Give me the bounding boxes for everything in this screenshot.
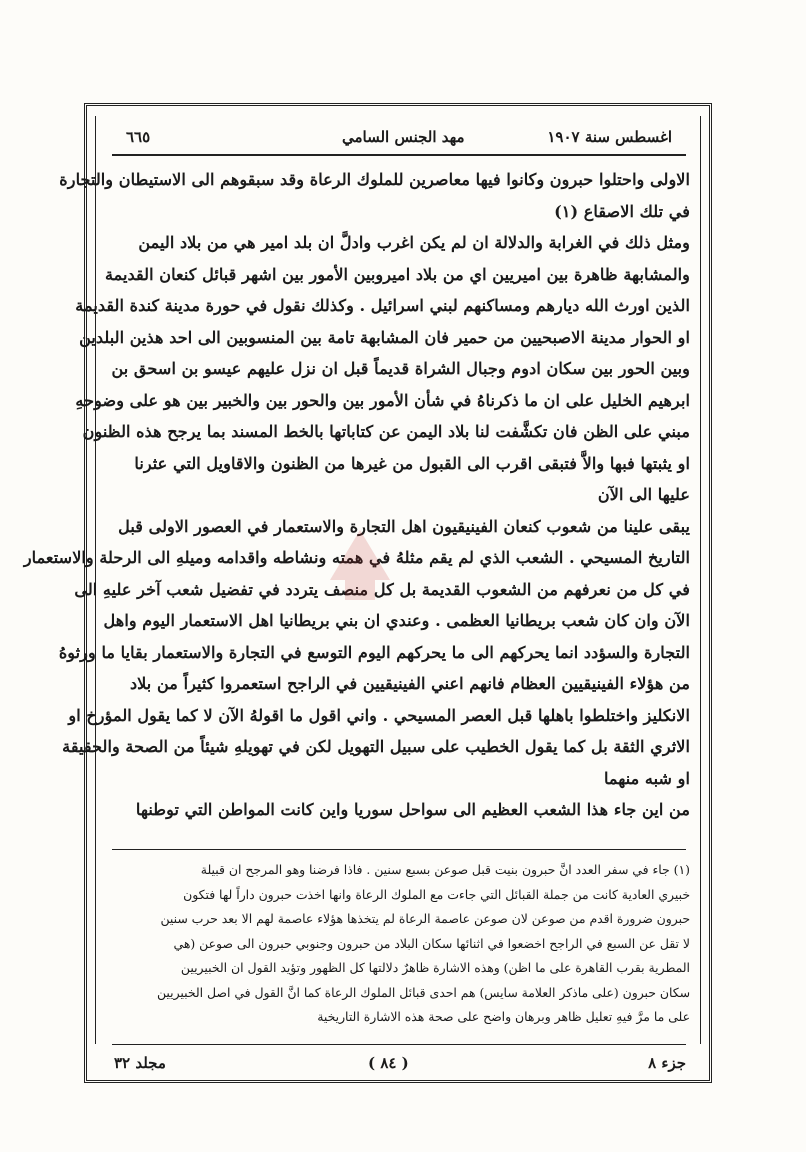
body-line: الآن وان كان شعب بريطانيا العظمى . وعندي ان بني بريطانيا اهل الاستعمار اليوم واهل	[103, 611, 690, 630]
footnote-line: على ما مرَّ فيهِ تعليل ظاهر وبرهان واضح على صحة هذه الاشارة التاريخية	[317, 1009, 690, 1024]
running-header	[112, 124, 686, 156]
header-title: مهد الجنس السامي	[342, 128, 465, 146]
footnotes	[112, 858, 690, 1030]
body-line: من اين جاء هذا الشعب العظيم الى سواحل سوريا واين كانت المواطن التي توطنها	[135, 800, 690, 819]
body-line: او الحوار مدينة الاصبحيين من حمير فان المشابهة تامة بين المنسوبين الى احد هذين البلدين	[79, 327, 690, 347]
footer-page-sequence: ( ٨٤ )	[368, 1054, 409, 1072]
body-line: يبقى علينا من شعوب كنعان الفينيقيون اهل التجارة والاستعمار في العصور الاولى قبل	[118, 516, 690, 536]
body-line: والمشابهة ظاهرة بين اميريين اي من بلاد اميروبين الأمور بين اشهر قبائل كنعان القديمة	[104, 264, 690, 284]
body-line: الاثري الثقة بل كما يقول الخطيب على سبيل التهويل لكن في تهويلهِ شيئاً من الصحة والحقيقة	[62, 737, 690, 756]
body-line: او يثبتها فبها والاَّ فتبقى اقرب الى القبول من غيرها من الظنون والاقاويل التي عثرنا	[134, 453, 690, 473]
footnote-line: سكان حبرون (على ماذكر العلامة سايس) هم احدى قبائل الملوك الرعاة كما انَّ القول في اصل الخبيريين	[156, 984, 690, 1000]
footer-volume: مجلد ٣٢	[114, 1054, 166, 1072]
header-date: اغسطس سنة ١٩٠٧	[547, 128, 672, 146]
header-page-number: ٦٦٥	[126, 128, 151, 146]
footnote-separator	[112, 849, 686, 850]
footnote-line: حبرون ضرورة اقدم من صوعن لان صوعن عاصمة الرعاة لم يتخذها هؤلاء عاصمة لهم الا بعد حرب سنين	[160, 911, 690, 926]
footnote-line: خبيري العادية كانت من جملة القبائل التي جاءت مع الملوك الرعاة وانها اخذت حبرون داراً لها فتكون	[183, 886, 690, 902]
body-line: من هؤلاء الفينيقيين العظام فانهم اعني الفينيقيين في الراجح استعمروا كثيراً من بلاد	[129, 674, 690, 693]
body-line: ابرهيم الخليل على ان ما ذكرناهُ في شأن الأمور بين والحور بين والخبير بين هو على وضوحهِ	[75, 390, 690, 410]
body-line: مبني على الظن فان تكشَّفت لنا بلاد اليمن عن كتاباتها بالخط المسند بما يرجح هذه الظنون	[82, 422, 690, 441]
body-line: ومثل ذلك في الغرابة والدلالة ان لم يكن اغرب وادلَّ ان بلد امير هي من بلاد اليمن	[138, 233, 690, 252]
body-line: عليها الى الآن	[597, 485, 690, 504]
body-line: التاريخ المسيحي . الشعب الذي لم يقم مثلهُ في همته ونشاطه واقدامه وميلهِ الى الرحلة والاستعمار	[23, 548, 690, 567]
body-line: وبين الحور بين سكان ادوم وجبال الشراة قديماً قبل ان نزل عليهم عيسو بن اسحق بن	[111, 359, 690, 378]
footnote-line: المطرية بقرب القاهرة على ما اظن) وهذه الاشارة ظاهرٌ دلالتها كل الظهور وتؤيد القول ان الخبيريين	[180, 960, 690, 975]
body-line: الاولى واحتلوا حبرون وكانوا فيها معاصرين للملوك الرعاة وقد سبقوهم الى الاستيطان والتجارة	[59, 170, 690, 189]
body-line: في تلك الاصقاع (١)	[554, 201, 690, 221]
main-body	[23, 164, 690, 826]
running-footer	[96, 1044, 700, 1074]
footnote-line: (١) جاء في سفر العدد انَّ حبرون بنيت قبل صوعن بسبع سنين . فاذا فرضنا وهو المرجح ان قبيلة	[200, 862, 690, 877]
footnote-line: لا تقل عن السبع في الراجح اخضعوا في اثنائها سكان البلاد من حبرون وجنوبي حبرون الى صوعن (هي	[173, 935, 690, 951]
body-line: او شبه منهما	[603, 768, 690, 788]
body-line: في كل من نعرفهم من الشعوب القديمة بل كل منصف يتردد في تفضيل شعب آخر عليهِ الى	[74, 579, 690, 599]
footer-part: جزء ٨	[648, 1054, 686, 1072]
body-line: الانكليز واختلطوا باهلها قبل العصر المسيحي . واني اقول ما اقولهُ الآن لا كما يقول المؤرخ او	[68, 705, 690, 725]
body-line: الذين اورث الله ديارهم ومساكنهم لبني اسرائيل . وكذلك نقول في حورة مدينة كندة القديمة	[75, 296, 690, 315]
body-line: التجارة والسؤدد انما يحركهم الى ما يحركهم اليوم التوسع في التجارة والاستعمار بقايا ما ورثوهُ	[58, 642, 690, 662]
